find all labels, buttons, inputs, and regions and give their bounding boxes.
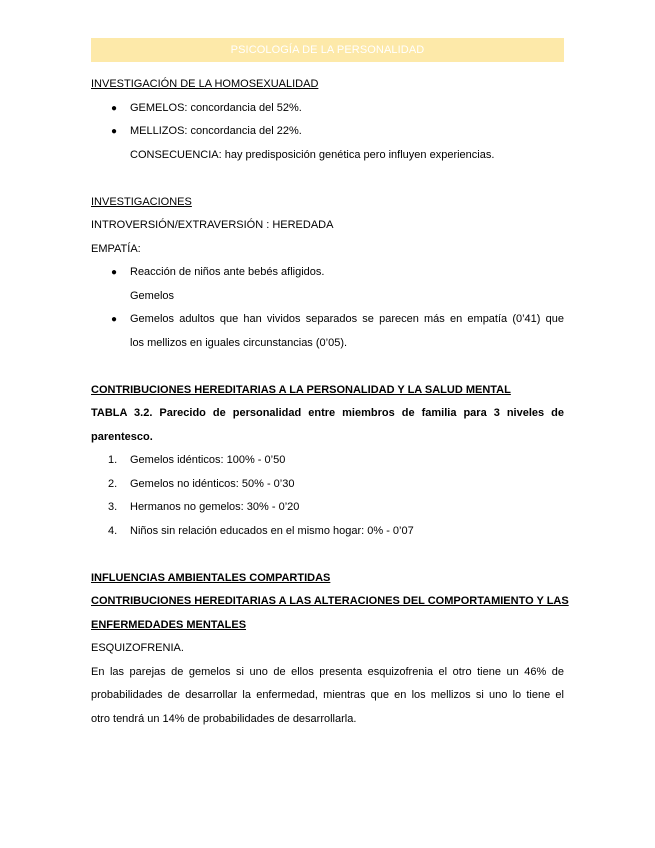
schizophrenia-label: ESQUIZOFRENIA.	[91, 642, 184, 654]
list-item	[91, 97, 564, 121]
numbered-item	[91, 496, 564, 520]
item-text: Niños sin relación educados en el mismo hogar: 0% - 0’07	[130, 524, 414, 537]
heading-shared-environment: INFLUENCIAS AMBIENTALES COMPARTIDAS	[91, 571, 331, 584]
item-text: Gemelos idénticos: 100% - 0’50	[130, 454, 286, 466]
list-item-text: Gemelos adultos que han vividos separados se parecen más en empatía (0’41) que	[130, 313, 564, 325]
item-text: Hermanos no gemelos: 30% - 0’20	[130, 501, 300, 513]
item-text: Gemelos no idénticos: 50% - 0’30	[130, 477, 295, 490]
list-item-text: Reacción de niños ante bebés afligidos.	[130, 266, 325, 278]
numbered-item	[91, 473, 564, 497]
consequence-text: CONSECUENCIA: hay predisposición genética pero influyen experiencias.	[130, 148, 495, 161]
heading-behavior-disorders-continued: ENFERMEDADES MENTALES	[91, 618, 247, 631]
list-item	[91, 120, 564, 144]
list-item-text: GEMELOS: concordancia del 52%.	[130, 101, 302, 114]
item-number: 1.	[108, 454, 118, 466]
list-item-text: MELLIZOS: concordancia del 22%.	[130, 125, 302, 137]
heading-homosexuality-research: INVESTIGACIÓN DE LA HOMOSEXUALIDAD	[91, 78, 319, 90]
empathy-label: EMPATÍA:	[91, 242, 141, 255]
bullet-icon: ●	[110, 102, 118, 114]
page-header-bar	[91, 38, 564, 62]
introversion-line: INTROVERSIÓN/EXTRAVERSIÓN : HEREDADA	[91, 219, 334, 231]
document-content	[91, 73, 569, 731]
heading-investigations: INVESTIGACIONES	[91, 195, 192, 208]
paragraph-line: otro tendrá un 14% de probabilidades de desarrollarla.	[91, 712, 357, 725]
list-item	[91, 261, 564, 285]
list-item-text-continued: los mellizos en iguales circunstancias (0’05).	[130, 336, 348, 349]
heading-hereditary-contributions: CONTRIBUCIONES HEREDITARIAS A LA PERSONALIDAD Y LA SALUD MENTAL	[91, 383, 511, 396]
bullet-icon: ●	[110, 267, 118, 278]
item-number: 4.	[108, 524, 118, 537]
list-item	[91, 308, 564, 355]
item-number: 2.	[108, 477, 118, 490]
numbered-item	[91, 449, 564, 473]
item-number: 3.	[108, 501, 118, 513]
table-title: TABLA 3.2. Parecido de personalidad entre miembros de familia para 3 niveles de	[91, 407, 564, 419]
bullet-icon: ●	[110, 126, 118, 137]
page-header-title: PSICOLOGÍA DE LA PERSONALIDAD	[230, 44, 425, 56]
bullet-icon: ●	[110, 314, 118, 325]
numbered-item	[91, 520, 564, 544]
table-title-continued: parentesco.	[91, 430, 153, 443]
heading-behavior-disorders: CONTRIBUCIONES HEREDITARIAS A LAS ALTERACIONES DEL COMPORTAMIENTO Y LAS	[91, 595, 569, 607]
paragraph-line: En las parejas de gemelos si uno de ellos presenta esquizofrenia el otro tiene un 46% de	[91, 665, 564, 678]
list-item-subtext: Gemelos	[130, 289, 175, 302]
paragraph-line: probabilidades de desarrollar la enfermedad, mientras que en los mellizos si uno lo tiene el	[91, 689, 564, 701]
document-page	[91, 38, 569, 731]
